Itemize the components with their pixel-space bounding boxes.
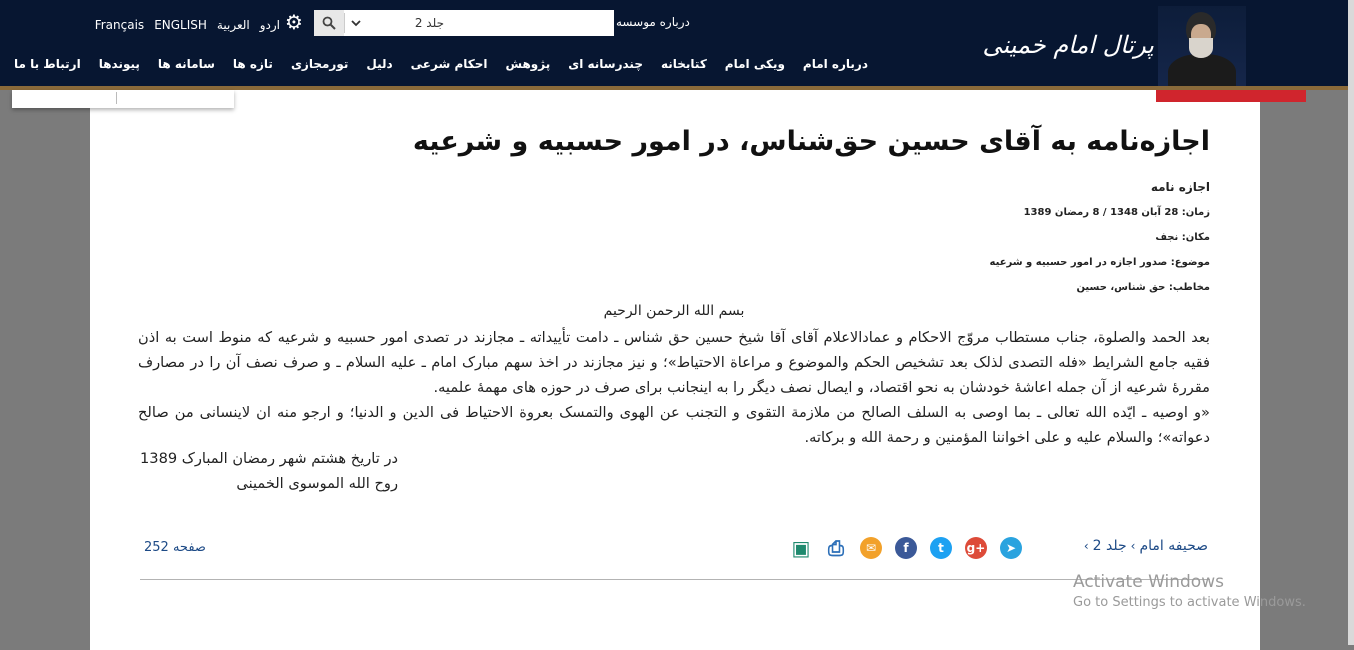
main-nav [14,57,868,71]
dropdown-popup[interactable] [12,90,234,108]
nav-item-library[interactable]: کتابخانه [660,57,707,71]
divider [116,92,117,104]
email-icon[interactable]: ✉ [860,537,882,559]
paragraph-1: بعد الحمد والصلوة، جناب مستطاب مروّج الاحکام و عمادالاعلام آقای آقا شیخ حسین حق شناس ـ دامت تأییداته ـ مجازند در تصدی امور حسبیه و شرعیه که منوط است به اذن فقیه جامع الشرایط «فله التصدی لذلک بعد تشخیص الحکم والموضوع و مراعاة الاحتیاط»؛ و نیز مجازند در اخذ سهم مبارک امام ـ علیه السلام ـ و صرف نصف آن را در مصارف مقررۀ شرعیه از آن جمله اعاشۀ خودشان به نحو اقتصاد، و ایصال نصف دیگر را به اینجانب برای صرف در حوزه های مهمۀ علمیه. [138,329,1210,396]
scrollbar[interactable] [1348,0,1354,645]
googleplus-icon[interactable]: g+ [965,537,987,559]
breadcrumb [1080,538,1208,554]
print-icon[interactable]: ⎙ [828,536,844,560]
facebook-icon[interactable]: f [895,537,917,559]
search-row [94,10,700,36]
search-icon [322,16,336,30]
breadcrumb-item-volume[interactable]: جلد 2 [1092,538,1127,554]
document-type: اجازه نامه [1150,180,1210,194]
lang-arabic[interactable]: العربية [216,18,250,32]
page-title: اجازه‌نامه به آقای حسین حق‌شناس، در امور حسبیه و شرعیه [412,126,1210,157]
site-header [0,0,1354,86]
share-toolbar [790,537,1022,559]
nav-item-news[interactable]: تازه ها [232,57,273,71]
meta-place: مکان: نجف [1155,232,1210,243]
site-logo[interactable]: پرتال امام خمینی [982,31,1154,59]
gear-icon[interactable]: ⚙ [285,10,303,34]
about-institute-link[interactable]: درباره موسسه [616,15,690,29]
volume-selected-label: جلد 2 [414,16,444,30]
windows-activation-watermark [1073,572,1306,610]
telegram-icon[interactable]: ➤ [1000,537,1022,559]
lang-urdu[interactable]: اردو [259,18,280,32]
search-button[interactable] [314,10,344,36]
signature: روح الله الموسوی الخمینی [236,475,398,492]
nav-item-links[interactable]: پیوندها [98,57,140,71]
divider [140,579,1210,580]
nav-item-research[interactable]: پژوهش [505,57,551,71]
nav-item-about-imam[interactable]: درباره امام [802,57,868,71]
nav-item-multimedia[interactable]: چندرسانه ای [568,57,643,71]
red-tab[interactable] [1156,90,1306,102]
search-box [314,10,614,36]
meta-time: زمان: 28 آبان 1348 / 8 رمضان 1389 [1023,207,1210,218]
chevron-left-icon: › [1083,539,1089,553]
paragraph-2: «و اوصیه ـ ایّده الله تعالی ـ بما اوصی به السلف الصالح من ملازمة التقوی و التجنب عن الهوی والتمسک بعروة الاحتیاط فی الدین و الدنیا؛ و ارجو منه ان لاینسانی من صالح دعواته»؛ والسلام علیه و علی اخواننا المؤمنین و رحمة الله و برکاته. [138,404,1210,446]
nav-item-contact[interactable]: ارتباط با ما [13,57,81,71]
search-input[interactable] [454,10,614,36]
nav-item-wiki[interactable]: ویکی امام [724,57,785,71]
imam-portrait [1158,6,1246,86]
page-number: صفحه 252 [144,540,206,555]
nav-item-guide[interactable]: دلیل [366,57,393,71]
meta-subject: موضوع: صدور اجازه در امور حسبیه و شرعیه [989,257,1210,268]
date-line: در تاریخ هشتم شهر رمضان المبارک 1389 [140,450,398,467]
save-icon[interactable]: ▣ [791,536,811,560]
volume-select[interactable] [344,13,452,33]
article-panel [90,90,1260,650]
nav-item-systems[interactable]: سامانه ها [157,57,215,71]
twitter-icon[interactable]: t [930,537,952,559]
language-switcher [94,18,280,32]
chevron-down-icon [351,13,361,40]
watermark-subtitle: Go to Settings to activate Windows. [1073,595,1306,610]
lang-french[interactable]: Français [94,18,145,32]
chevron-left-icon: › [1130,539,1136,553]
lang-english[interactable]: ENGLISH [154,18,207,32]
nav-item-rulings[interactable]: احکام شرعی [410,57,488,71]
basmala: بسم الله الرحمن الرحیم [603,303,745,319]
meta-addressee: مخاطب: حق شناس، حسین [1076,282,1210,293]
breadcrumb-item-sahifeh[interactable]: صحیفه امام [1139,538,1208,554]
nav-item-virtual-tour[interactable]: تورمجازی [290,57,349,71]
watermark-title: Activate Windows [1073,572,1224,592]
